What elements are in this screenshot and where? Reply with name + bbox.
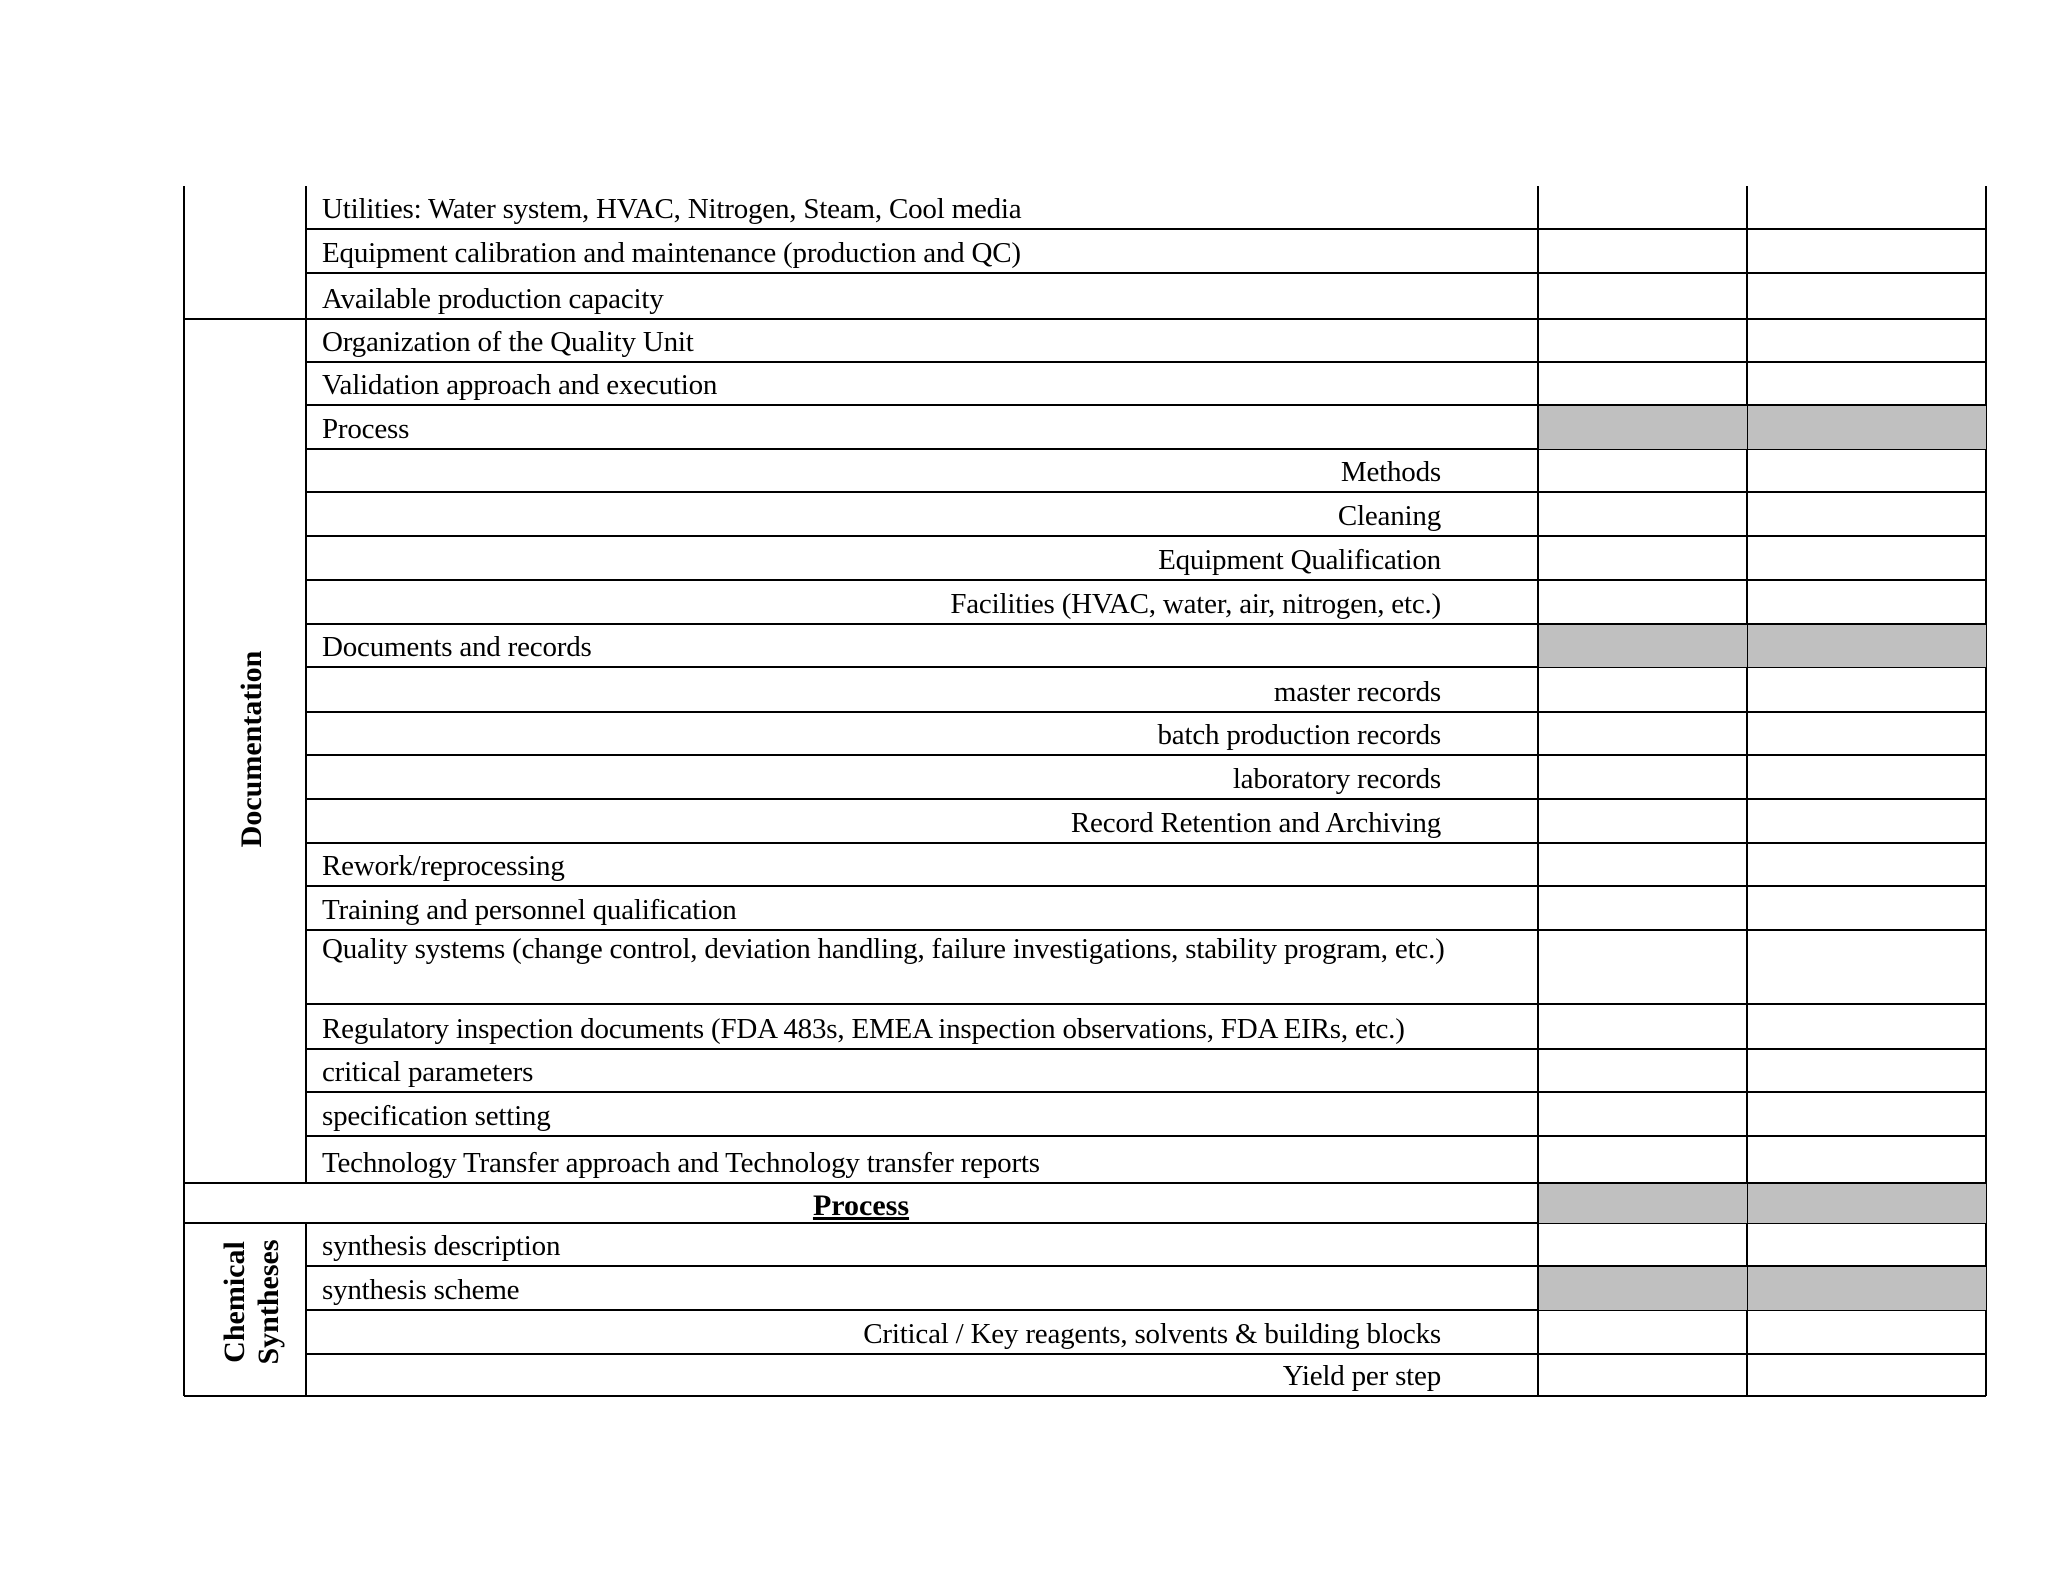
row-label: Available production capacity: [322, 283, 664, 315]
table-rule: [306, 929, 1986, 931]
table-rule: [306, 711, 1986, 713]
shaded-cell: [1539, 1267, 1747, 1310]
table-rule: [306, 361, 1986, 363]
row-sublabel: Critical / Key reagents, solvents & building blocks: [863, 1318, 1441, 1350]
table-rule: [184, 318, 1986, 320]
row-sublabel: Record Retention and Archiving: [1070, 807, 1441, 839]
group-label-chemical-syntheses-line2: Syntheses: [252, 1239, 285, 1365]
group-divider: [305, 186, 307, 1183]
shaded-cell: [1748, 1184, 1986, 1223]
row-label: synthesis scheme: [322, 1274, 520, 1306]
shaded-cell: [1539, 406, 1747, 449]
table-rule: [184, 1395, 1986, 1397]
table-rule: [306, 1135, 1986, 1137]
row-label: Utilities: Water system, HVAC, Nitrogen, Steam, Cool media: [322, 193, 1022, 225]
row-sublabel: Methods: [1340, 456, 1441, 488]
table-rule: [306, 1003, 1986, 1005]
table-rule: [306, 1048, 1986, 1050]
row-label: Documents and records: [322, 631, 592, 663]
shaded-cell: [1539, 625, 1747, 667]
table-rule: [306, 842, 1986, 844]
table-rule: [306, 754, 1986, 756]
row-label: synthesis description: [322, 1230, 561, 1262]
row-sublabel: Equipment Qualification: [1158, 544, 1441, 576]
table-border-left: [183, 186, 185, 1396]
group-label-chemical-syntheses-line1: Chemical: [218, 1241, 251, 1363]
table-rule: [306, 228, 1986, 230]
shaded-cell: [1748, 625, 1986, 667]
shaded-cell: [1748, 1267, 1986, 1310]
row-label: specification setting: [322, 1100, 551, 1132]
table-rule: [306, 535, 1986, 537]
table-rule: [306, 491, 1986, 493]
row-sublabel: laboratory records: [1232, 763, 1441, 795]
row-sublabel: Yield per step: [1282, 1360, 1441, 1392]
row-sublabel: batch production records: [1157, 719, 1441, 751]
table-rule: [306, 1091, 1986, 1093]
row-sublabel: Facilities (HVAC, water, air, nitrogen, etc.): [950, 588, 1441, 620]
section-header: Process: [812, 1189, 910, 1222]
table-rule: [306, 272, 1986, 274]
row-label: Process: [322, 413, 410, 445]
group-label-chemical-syntheses: [218, 1239, 286, 1364]
table-rule: [306, 1353, 1986, 1355]
row-label: Validation approach and execution: [322, 369, 718, 401]
checklist-table: [184, 186, 1986, 1392]
table-rule: [306, 885, 1986, 887]
table-rule: [306, 798, 1986, 800]
row-label: Quality systems (change control, deviation handling, failure investigations, stability program, etc.): [322, 933, 1445, 965]
row-label: Training and personnel qualification: [322, 894, 737, 926]
shaded-cell: [1539, 1184, 1747, 1223]
row-label: Rework/reprocessing: [322, 850, 565, 882]
row-label: critical parameters: [322, 1056, 534, 1088]
row-sublabel: master records: [1273, 676, 1441, 708]
row-label: Organization of the Quality Unit: [322, 326, 694, 358]
shaded-cell: [1748, 406, 1986, 449]
row-sublabel: Cleaning: [1337, 500, 1441, 532]
row-label: Regulatory inspection documents (FDA 483s, EMEA inspection observations, FDA EIRs, etc.): [322, 1013, 1405, 1045]
row-label: Equipment calibration and maintenance (production and QC): [322, 237, 1021, 269]
row-label: Technology Transfer approach and Technology transfer reports: [322, 1147, 1040, 1179]
table-rule: [306, 579, 1986, 581]
group-label-documentation: Documentation: [235, 650, 268, 848]
